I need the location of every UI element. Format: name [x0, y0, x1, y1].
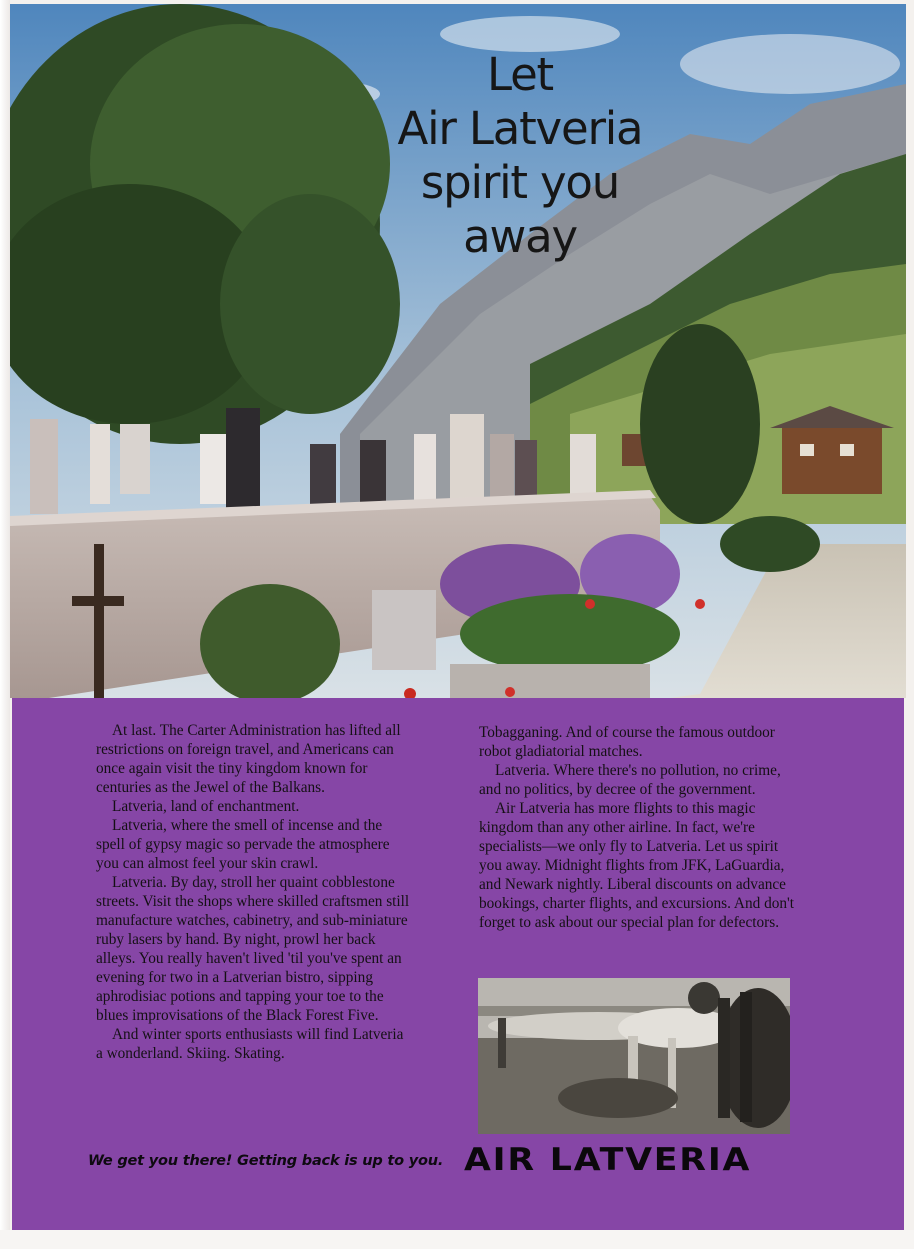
headline-line-3: spirit you — [420, 156, 620, 209]
body-copy-right-column — [479, 723, 797, 932]
body-paragraph: Latveria. Where there's no pollution, no crime, and no politics, by decree of the government. — [479, 762, 781, 798]
alpine-cemetery-photo — [10, 4, 906, 698]
headline-line-1: Let — [486, 48, 553, 101]
body-paragraph: At last. The Carter Administration has lifted all restrictions on foreign travel, and Americans can once again visit the tiny kingdom known for centuries as the Jewel of the Balkans. — [96, 722, 401, 796]
body-paragraph: Air Latveria has more flights to this magic kingdom than any other airline. In fact, we're specialists—we only fly to Latveria. Let us spirit you away. Midnight flights from JFK, LaGuardia, and Newark nightly. Liberal discounts on advance bookings, charter flights, and excursions. And don't forget to ask about our special plan for defectors. — [479, 800, 795, 931]
body-copy-left-column — [96, 721, 414, 1063]
body-paragraph: Tobagganing. And of course the famous outdoor robot gladiatorial matches. — [479, 724, 775, 760]
body-paragraph: And winter sports enthusiasts will find Latveria a wonderland. Skiing. Skating. — [96, 1026, 404, 1062]
air-latveria-logo: AIR LATVERIA — [464, 1142, 752, 1178]
body-paragraph: Latveria. By day, stroll her quaint cobblestone streets. Visit the shops where skilled craftsmen still manufacture watches, cabinetry, and sub-miniature ruby lasers by hand. By night, prowl her back alleys. You really haven't lived 'til you've spent an evening for two in a Latverian bistro, sipping aphrodisiac potions and tapping your toe to the blues improvisations of the Black Forest Five. — [96, 874, 410, 1024]
body-paragraph: Latveria, land of enchantment. — [112, 798, 300, 815]
body-paragraph: Latveria, where the smell of incense and the spell of gypsy magic so pervade the atmosphere you can almost feel your skin crawl. — [96, 817, 390, 872]
paper-edge — [0, 0, 10, 1249]
headline-line-2: Air Latveria — [397, 102, 643, 155]
headline-line-4: away — [463, 210, 577, 263]
headline — [310, 48, 730, 264]
tagline: We get you there! Getting back is up to you. — [88, 1153, 444, 1169]
page-bottom-margin — [0, 1230, 914, 1249]
aircraft-illustration — [478, 978, 790, 1134]
vintage-aircraft-photo — [478, 978, 790, 1134]
